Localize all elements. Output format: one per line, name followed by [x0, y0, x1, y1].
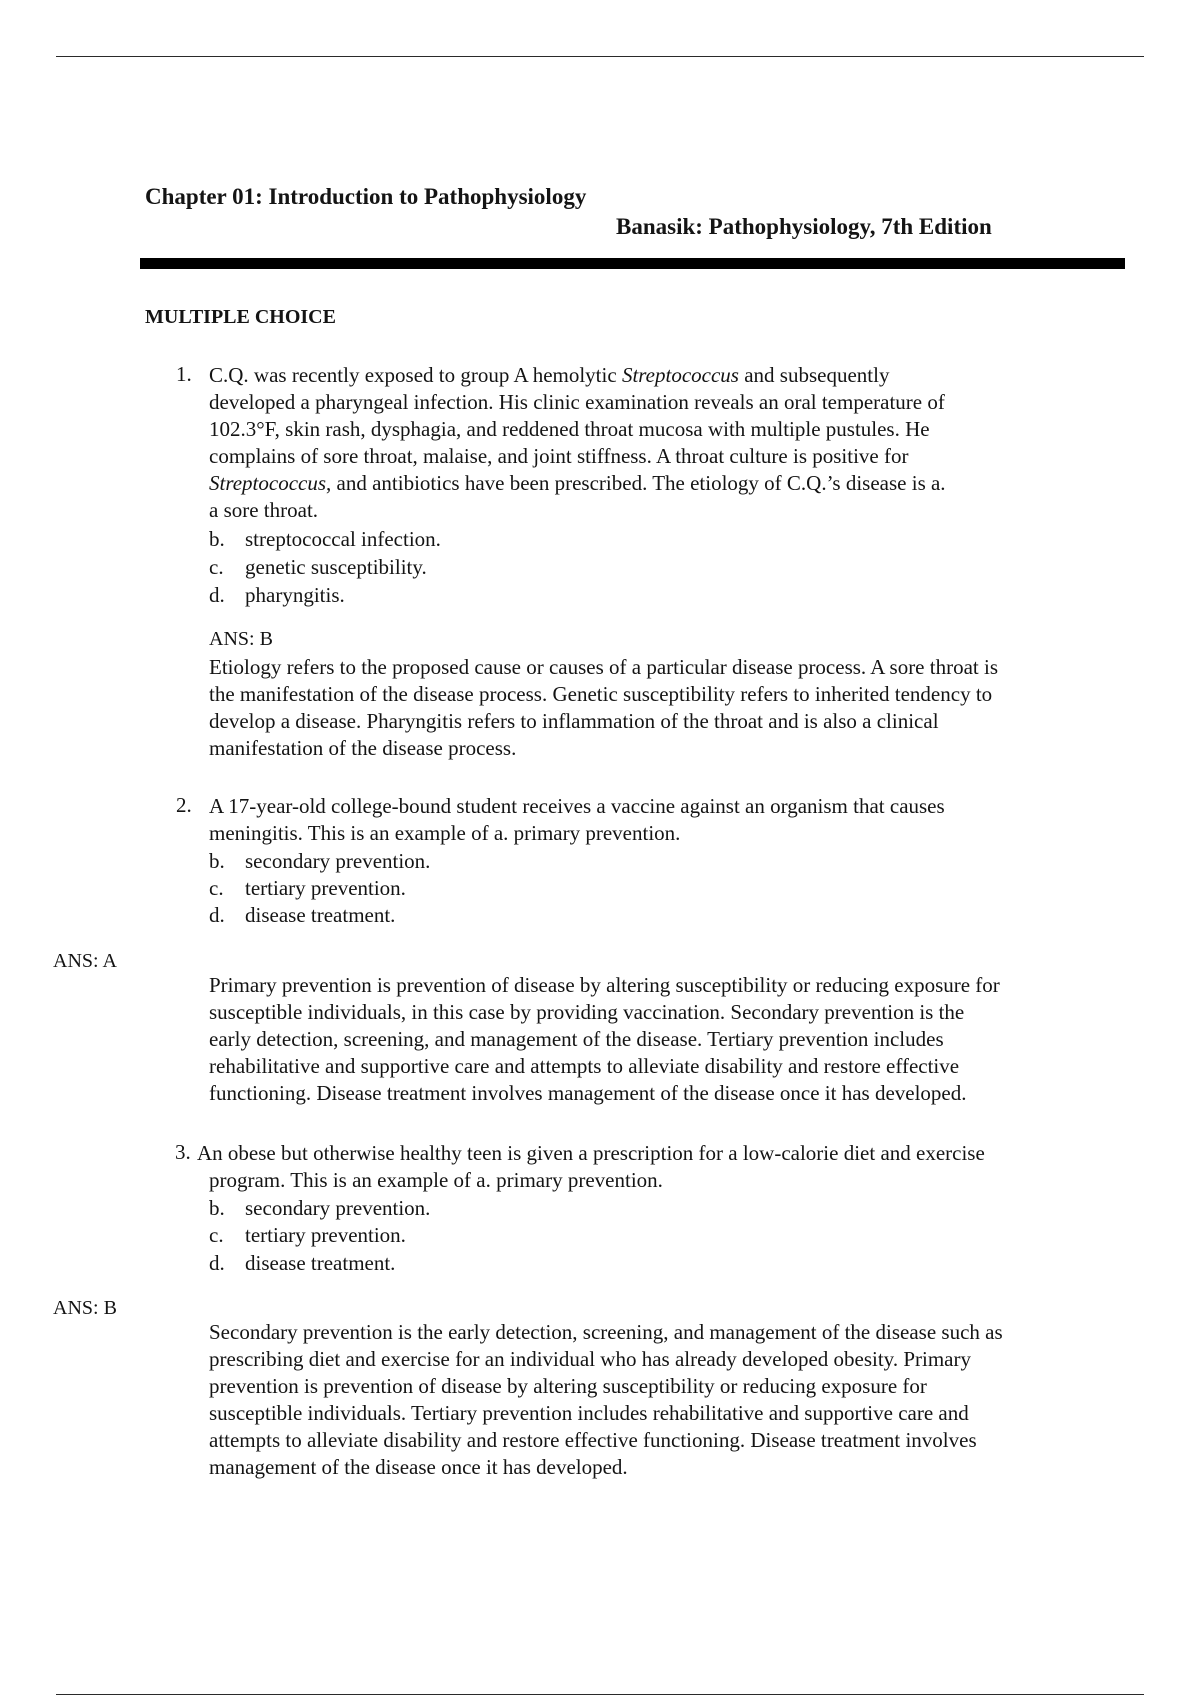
question-3-stem-line: program. This is an example of a. primary prevention. [209, 1168, 663, 1192]
rationale-line: susceptible individuals. Tertiary prevention includes rehabilitative and supportive care and [209, 1401, 969, 1425]
question-1-stem [209, 362, 1149, 524]
question-1-stem-line: C.Q. was recently exposed to group A hemolytic Streptococcus and subsequently [209, 363, 890, 387]
question-1-stem-line: a sore throat. [209, 498, 319, 522]
question-3-answer: ANS: B [53, 1297, 117, 1319]
question-2-stem [209, 793, 1149, 847]
rationale-line: functioning. Disease treatment involves management of the disease once it has developed. [209, 1081, 967, 1105]
question-2-stem-line: A 17-year-old college-bound student receives a vaccine against an organism that causes [209, 794, 945, 818]
question-1-stem-line: developed a pharyngeal infection. His clinic examination reveals an oral temperature of [209, 390, 945, 414]
question-1-stem-line: Streptococcus, and antibiotics have been prescribed. The etiology of C.Q.’s disease is a. [209, 471, 946, 495]
question-3-stem-line: An obese but otherwise healthy teen is given a prescription for a low-calorie diet and exercise [197, 1141, 985, 1165]
top-rule [56, 56, 1144, 57]
rationale-line: susceptible individuals, in this case by providing vaccination. Secondary prevention is the [209, 1000, 965, 1024]
question-3-option-b: b. secondary prevention. [209, 1196, 431, 1220]
question-2-option-b: b. secondary prevention. [209, 849, 431, 873]
question-1-option-c: c. genetic susceptibility. [209, 555, 427, 579]
rationale-line: attempts to alleviate disability and restore effective functioning. Disease treatment involves [209, 1428, 977, 1452]
question-3-rationale [209, 1319, 1149, 1481]
bottom-rule [56, 1694, 1144, 1695]
rationale-line: manifestation of the disease process. [209, 736, 517, 760]
rationale-line: management of the disease once it has developed. [209, 1455, 628, 1479]
rationale-line: Primary prevention is prevention of disease by altering susceptibility or reducing exposure for [209, 973, 1000, 997]
rationale-line: the manifestation of the disease process. Genetic susceptibility refers to inherited tendency to [209, 682, 993, 706]
section-heading: MULTIPLE CHOICE [145, 306, 336, 328]
rationale-line: develop a disease. Pharyngitis refers to inflammation of the throat and is also a clinical [209, 709, 939, 733]
question-1-rationale [209, 654, 1149, 762]
question-2-rationale [209, 972, 1149, 1107]
question-3-stem [197, 1140, 1149, 1194]
question-1-answer: ANS: B [209, 628, 273, 650]
question-1-stem-line: 102.3°F, skin rash, dysphagia, and reddened throat mucosa with multiple pustules. He [209, 417, 930, 441]
rationale-line: early detection, screening, and management of the disease. Tertiary prevention includes [209, 1027, 944, 1051]
question-1-stem-line: complains of sore throat, malaise, and joint stiffness. A throat culture is positive for [209, 444, 909, 468]
rationale-line: prescribing diet and exercise for an individual who has already developed obesity. Primary [209, 1347, 971, 1371]
question-3-number: 3. [175, 1140, 191, 1164]
rationale-line: Secondary prevention is the early detection, screening, and management of the disease such as [209, 1320, 1003, 1344]
chapter-title: Chapter 01: Introduction to Pathophysiology [145, 184, 587, 209]
question-2-option-d: d. disease treatment. [209, 903, 396, 927]
question-1-option-d: d. pharyngitis. [209, 583, 345, 607]
book-title: Banasik: Pathophysiology, 7th Edition [616, 214, 992, 239]
question-2-stem-line: meningitis. This is an example of a. primary prevention. [209, 821, 681, 845]
question-2-number: 2. [176, 793, 192, 817]
question-2-answer: ANS: A [53, 950, 117, 972]
question-3-option-d: d. disease treatment. [209, 1251, 396, 1275]
header-divider [140, 258, 1125, 269]
rationale-line: rehabilitative and supportive care and attempts to alleviate disability and restore effective [209, 1054, 960, 1078]
rationale-line: prevention is prevention of disease by altering susceptibility or reducing exposure for [209, 1374, 927, 1398]
rationale-line: Etiology refers to the proposed cause or causes of a particular disease process. A sore throat is [209, 655, 998, 679]
question-3-option-c: c. tertiary prevention. [209, 1223, 406, 1247]
question-2-option-c: c. tertiary prevention. [209, 876, 406, 900]
question-1-option-b: b. streptococcal infection. [209, 527, 441, 551]
question-1-number: 1. [176, 362, 192, 386]
